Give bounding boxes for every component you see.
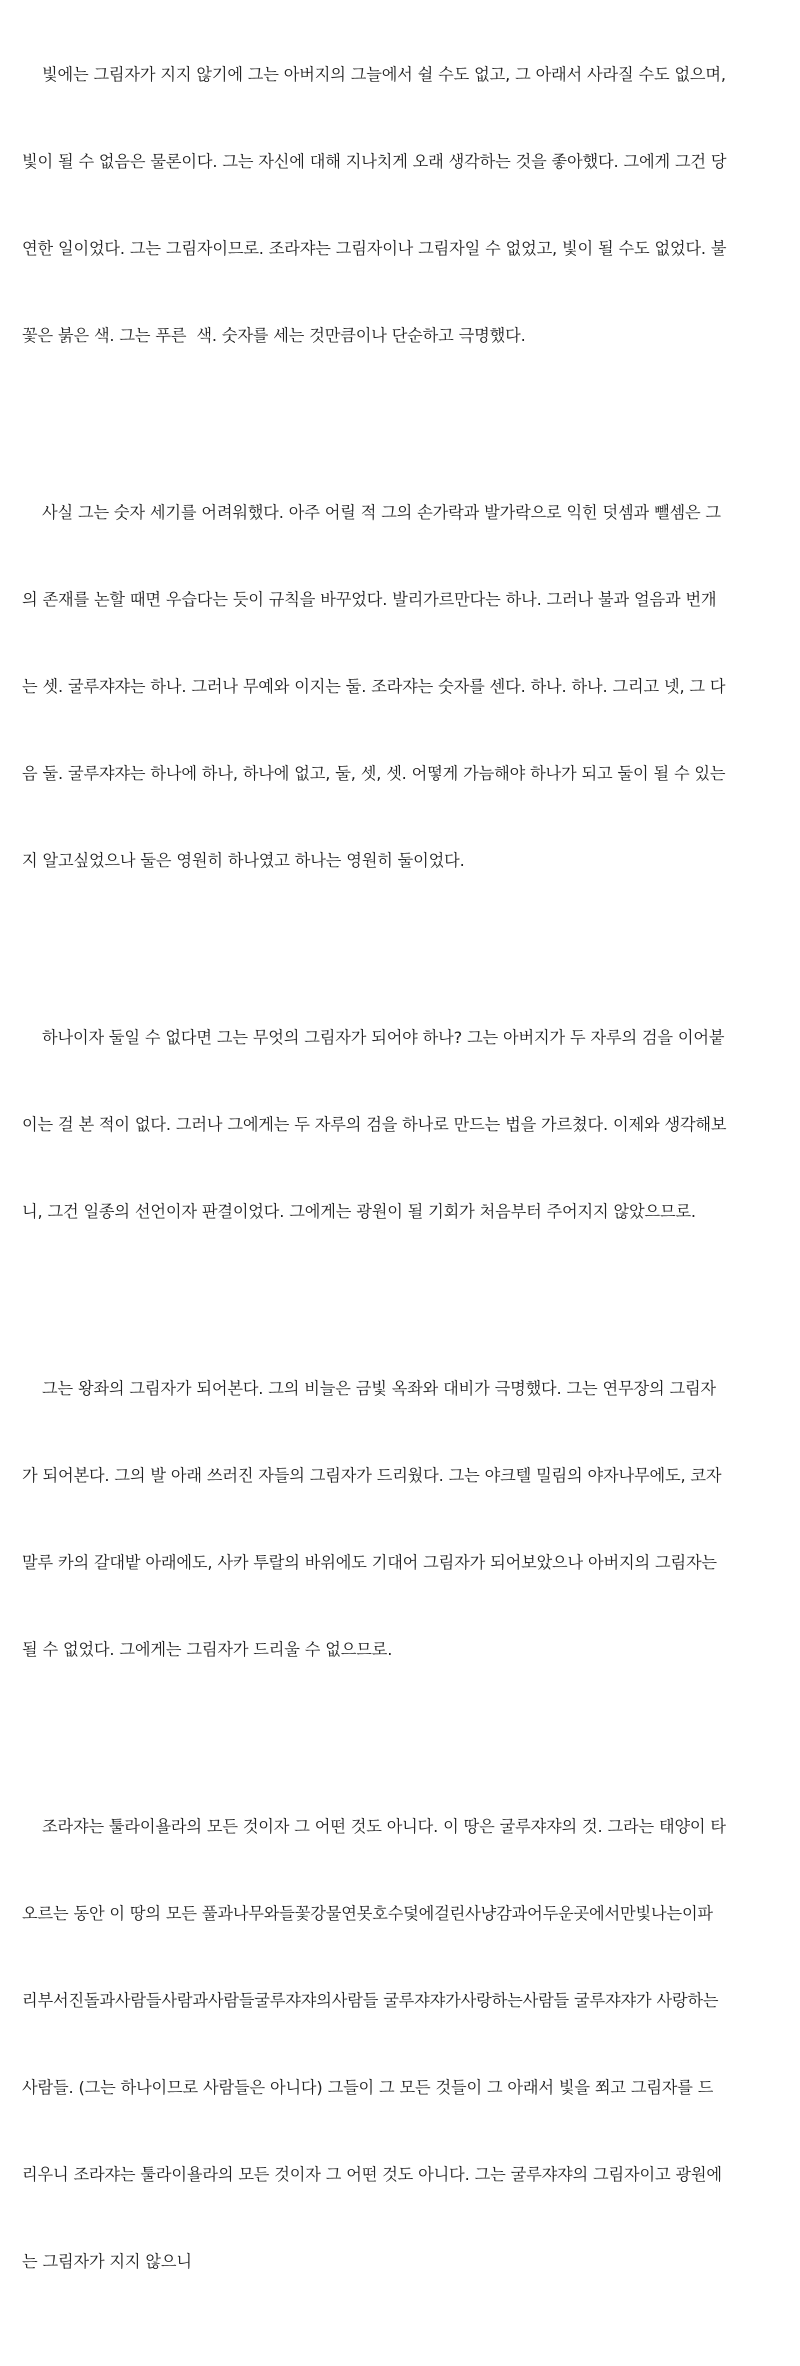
text-line: 는 그림자가 지지 않으니 bbox=[22, 2252, 192, 2271]
text-line: 니, 그건 일종의 선언이자 판결이었다. 그에게는 광원이 될 기회가 처음부터 주어지지 않았으므로. bbox=[22, 1202, 696, 1221]
text-line: 이는 걸 본 적이 없다. 그러나 그에게는 두 자루의 검을 하나로 만드는 법을 가르쳤다. 이제와 생각해보 bbox=[22, 1115, 727, 1134]
text-line: 는 셋. 굴루쟈쟈는 하나. 그러나 무예와 이지는 둘. 조라쟈는 숫자를 센다. 하나. 하나. 그리고 넷, 그 다 bbox=[22, 677, 726, 696]
text-line: 연한 일이었다. 그는 그림자이므로. 조라쟈는 그림자이나 그림자일 수 없었고, 빛이 될 수도 없었다. 불 bbox=[22, 239, 727, 258]
text-line: 빛에는 그림자가 지지 않기에 그는 아버지의 그늘에서 쉴 수도 없고, 그 아래서 사라질 수도 없으며, bbox=[22, 65, 726, 84]
text-line: 음 둘. 굴루쟈쟈는 하나에 하나, 하나에 없고, 둘, 셋, 셋. 어떻게 가늠해야 하나가 되고 둘이 될 수 있는 bbox=[22, 764, 726, 783]
document-body bbox=[22, 2, 778, 2366]
paragraph-2 bbox=[22, 440, 778, 933]
text-line: 하나이자 둘일 수 없다면 그는 무엇의 그림자가 되어야 하나? 그는 아버지가 두 자루의 검을 이어붙 bbox=[22, 1028, 725, 1047]
paragraph-4 bbox=[22, 1316, 778, 1722]
text-line: 리우니 조라쟈는 툴라이욜라의 모든 것이자 그 어떤 것도 아니다. 그는 굴루쟈쟈의 그림자이고 광원에 bbox=[22, 2165, 722, 2184]
text-line: 빛이 될 수 없음은 물론이다. 그는 자신에 대해 지나치게 오래 생각하는 것을 좋아했다. 그에게 그건 당 bbox=[22, 152, 727, 171]
paragraph-3 bbox=[22, 965, 778, 1284]
text-line: 의 존재를 논할 때면 우습다는 듯이 규칙을 바꾸었다. 발리가르만다는 하나. 그러나 불과 얼음과 번개 bbox=[22, 590, 717, 609]
text-line: 지 알고싶었으나 둘은 영원히 하나였고 하나는 영원히 둘이었다. bbox=[22, 851, 465, 870]
text-line: 될 수 없었다. 그에게는 그림자가 드리울 수 없으므로. bbox=[22, 1640, 393, 1659]
text-line: 가 되어본다. 그의 발 아래 쓰러진 자들의 그림자가 드리웠다. 그는 야크텔 밀림의 야자나무에도, 코자 bbox=[22, 1466, 722, 1485]
text-line: 꽃은 붉은 색. 그는 푸른 색. 숫자를 세는 것만큼이나 단순하고 극명했다. bbox=[22, 326, 526, 345]
text-line: 사람들. (그는 하나이므로 사람들은 아니다) 그들이 그 모든 것들이 그 아래서 빛을 쬐고 그림자를 드 bbox=[22, 2078, 714, 2097]
text-line: 말루 카의 갈대밭 아래에도, 사카 투랄의 바위에도 기대어 그림자가 되어보았으나 아버지의 그림자는 bbox=[22, 1553, 717, 1572]
paragraph-1 bbox=[22, 2, 778, 408]
text-line: 사실 그는 숫자 세기를 어려워했다. 아주 어릴 적 그의 손가락과 발가락으로 익힌 덧셈과 뺄셈은 그 bbox=[22, 503, 721, 522]
text-line: 오르는 동안 이 땅의 모든 풀과나무와들꽃강물연못호수덫에걸린사냥감과어두운곳에서만빛나는이파 bbox=[22, 1904, 713, 1923]
text-line: 그는 왕좌의 그림자가 되어본다. 그의 비늘은 금빛 옥좌와 대비가 극명했다. 그는 연무장의 그림자 bbox=[22, 1379, 716, 1398]
text-line: 리부서진돌과사람들사람과사람들굴루쟈쟈의사람들 굴루쟈쟈가사랑하는사람들 굴루쟈쟈가 사랑하는 bbox=[22, 1991, 719, 2010]
text-line: 조라쟈는 툴라이욜라의 모든 것이자 그 어떤 것도 아니다. 이 땅은 굴루쟈쟈의 것. 그라는 태양이 타 bbox=[22, 1817, 726, 1836]
paragraph-5 bbox=[22, 1754, 778, 2334]
